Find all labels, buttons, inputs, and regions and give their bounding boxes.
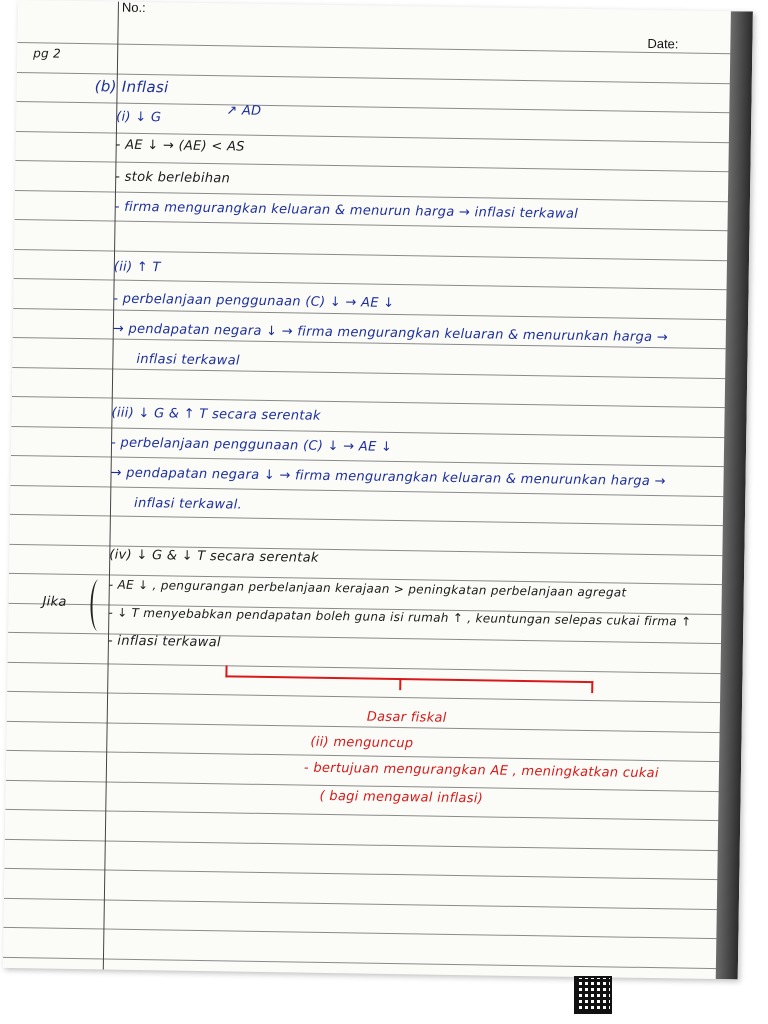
line-ii-2: → pendapatan negara ↓ → firma mengurangkan keluaran & menurunkan harga → [112, 321, 669, 346]
red-bracket-bar [225, 675, 593, 683]
ruled-line [4, 898, 719, 910]
ruled-line [12, 367, 727, 379]
section-heading: (b) Inflasi [94, 77, 169, 97]
ruled-line [6, 750, 721, 762]
ruled-line [8, 662, 723, 674]
jika-label: Jika [42, 594, 67, 610]
red-line-2: ( bagi mengawal inflasi) [319, 788, 484, 807]
red-bracket-stem [399, 678, 401, 690]
ruled-line [4, 868, 719, 880]
line-iv-2: - ↓ T menyebabkan pendapatan boleh guna isi rumah ↑ , keuntungan selepas cukai firma ↑ [108, 605, 692, 629]
red-bracket-right [591, 681, 593, 693]
page-number: pg 2 [33, 46, 62, 61]
heading-ii: (ii) ↑ T [113, 259, 161, 276]
line-iii-3: inflasi terkawal. [133, 495, 243, 513]
line-iv-1: - AE ↓ , pengurangan perbelanjaan kerajaan > peningkatan perbelanjaan agregat [108, 577, 627, 600]
ruled-line [7, 691, 722, 703]
ruled-line [15, 219, 730, 231]
line-iii-2: → pendapatan negara ↓ → firma mengurangkan keluaran & menurunkan harga → [110, 465, 666, 490]
line-iv-3: - inflasi terkawal [107, 633, 221, 651]
heading-i: (i) ↓ G [116, 109, 162, 126]
line-i-3: - firma mengurangkan keluaran & menurun harga → inflasi terkawal [114, 199, 579, 222]
red-item: (ii) menguncup [310, 734, 414, 752]
bracket [90, 579, 107, 631]
ruled-line [17, 42, 732, 54]
ad-note: ↗ AD [226, 103, 262, 119]
line-i-1: - AE ↓ → (AE) < AS [115, 137, 245, 155]
ruled-line [10, 514, 725, 526]
red-title: Dasar fiskal [366, 709, 447, 726]
line-iii-1: - perbelanjaan penggunaan (C) ↓ → AE ↓ [110, 435, 393, 455]
notebook-page [3, 0, 753, 979]
red-line-1: - bertujuan mengurangkan AE , meningkatkan cukai [303, 760, 659, 782]
ruled-line [5, 839, 720, 851]
ruled-line [5, 809, 720, 821]
line-ii-1: - perbelanjaan penggunaan (C) ↓ → AE ↓ [113, 291, 395, 311]
date-label: Date: [647, 35, 679, 52]
ruled-line [3, 927, 718, 939]
no-label: No.: [121, 0, 146, 16]
qr-code [576, 978, 610, 1012]
ruled-line [7, 721, 722, 733]
line-i-2: - stok berlebihan [115, 169, 231, 187]
ruled-line [14, 278, 729, 290]
heading-iv: (iv) ↓ G & ↓ T secara serentak [109, 547, 319, 566]
heading-iii: (iii) ↓ G & ↑ T secara serentak [111, 405, 321, 424]
line-ii-3: inflasi terkawal [136, 351, 240, 369]
ruled-line [3, 957, 718, 969]
